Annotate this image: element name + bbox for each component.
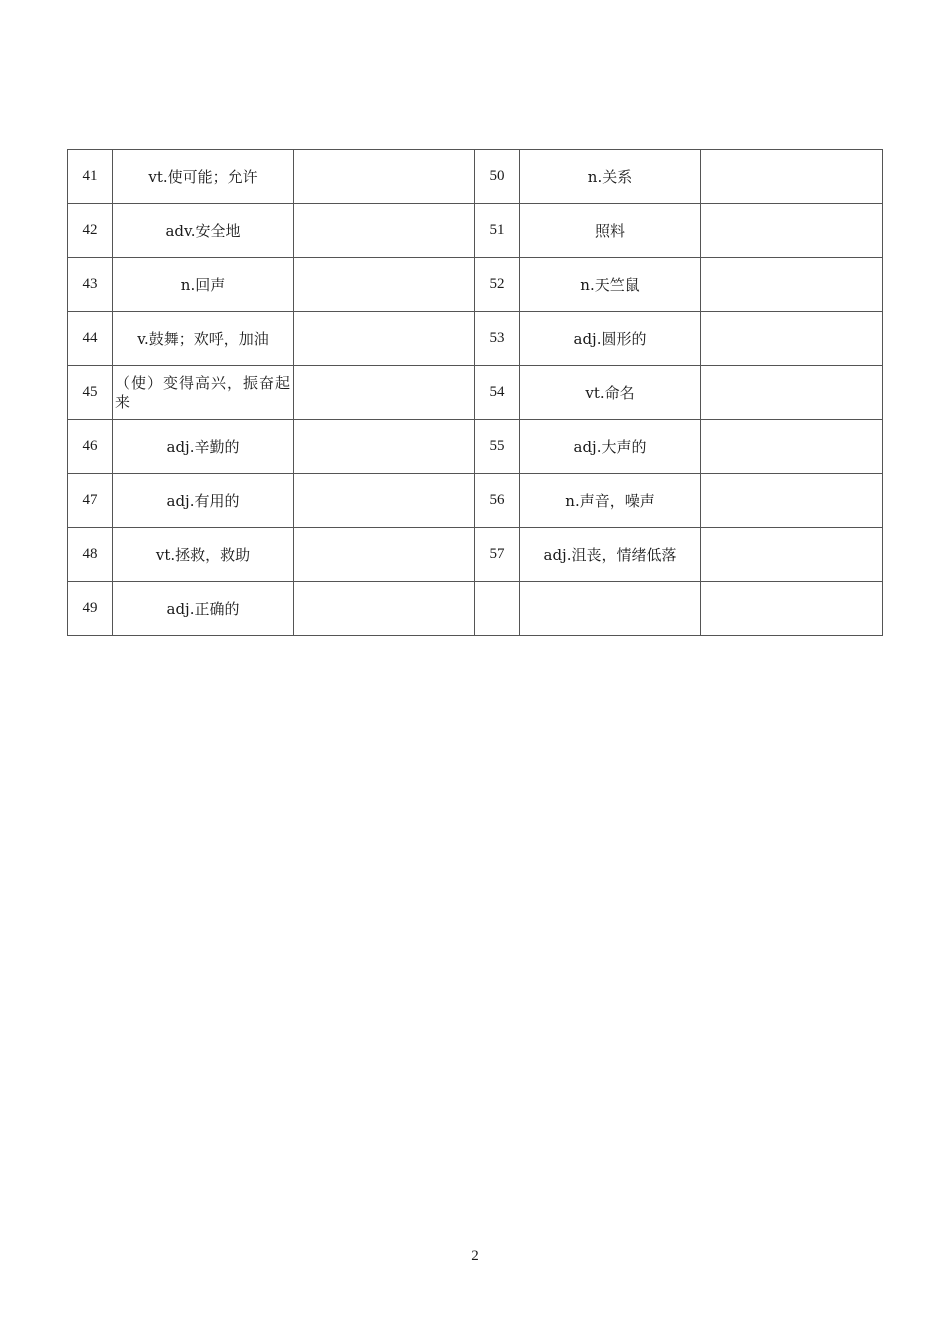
answer-cell[interactable]: [701, 366, 883, 420]
answer-cell[interactable]: [294, 258, 475, 312]
item-number: [475, 582, 520, 636]
page-number: 2: [471, 1248, 479, 1264]
chinese-meaning: n.回声: [113, 258, 294, 312]
item-number: 51: [475, 204, 520, 258]
item-number: 50: [475, 150, 520, 204]
chinese-meaning: n.声音，噪声: [520, 474, 701, 528]
answer-cell[interactable]: [294, 528, 475, 582]
chinese-meaning: n.天竺鼠: [520, 258, 701, 312]
item-number: 42: [68, 204, 113, 258]
item-number: 56: [475, 474, 520, 528]
item-number: 43: [68, 258, 113, 312]
answer-cell[interactable]: [294, 312, 475, 366]
answer-cell[interactable]: [294, 582, 475, 636]
chinese-meaning: vt.命名: [520, 366, 701, 420]
answer-cell[interactable]: [701, 258, 883, 312]
item-number: 45: [68, 366, 113, 420]
item-number: 53: [475, 312, 520, 366]
answer-cell[interactable]: [294, 474, 475, 528]
chinese-meaning: [520, 582, 701, 636]
chinese-meaning: （使）变得高兴，振奋起来: [113, 366, 294, 420]
item-number: 54: [475, 366, 520, 420]
chinese-meaning: adj.正确的: [113, 582, 294, 636]
answer-cell[interactable]: [701, 420, 883, 474]
chinese-meaning: vt.拯救，救助: [113, 528, 294, 582]
chinese-meaning: v.鼓舞；欢呼，加油: [113, 312, 294, 366]
chinese-meaning: adj.沮丧，情绪低落: [520, 528, 701, 582]
table-row: [68, 204, 883, 258]
item-number: 46: [68, 420, 113, 474]
chinese-meaning: n.关系: [520, 150, 701, 204]
chinese-meaning: 照料: [520, 204, 701, 258]
chinese-meaning: adj.大声的: [520, 420, 701, 474]
table-row: [68, 474, 883, 528]
answer-cell[interactable]: [701, 150, 883, 204]
chinese-meaning: adj.圆形的: [520, 312, 701, 366]
chinese-meaning: adj.有用的: [113, 474, 294, 528]
answer-cell[interactable]: [701, 474, 883, 528]
answer-cell[interactable]: [701, 528, 883, 582]
table-row: [68, 366, 883, 420]
answer-cell[interactable]: [701, 204, 883, 258]
chinese-meaning: vt.使可能；允许: [113, 150, 294, 204]
item-number: 44: [68, 312, 113, 366]
item-number: 41: [68, 150, 113, 204]
item-number: 52: [475, 258, 520, 312]
table-row: [68, 528, 883, 582]
answer-cell[interactable]: [294, 204, 475, 258]
table-row: [68, 312, 883, 366]
table-row: [68, 258, 883, 312]
table-row: [68, 582, 883, 636]
answer-cell[interactable]: [294, 150, 475, 204]
item-number: 47: [68, 474, 113, 528]
item-number: 57: [475, 528, 520, 582]
answer-cell[interactable]: [294, 366, 475, 420]
answer-cell[interactable]: [294, 420, 475, 474]
table-row: [68, 150, 883, 204]
item-number: 55: [475, 420, 520, 474]
table-row: [68, 420, 883, 474]
item-number: 48: [68, 528, 113, 582]
chinese-meaning: adv.安全地: [113, 204, 294, 258]
answer-cell[interactable]: [701, 312, 883, 366]
vocabulary-table: [67, 149, 883, 636]
answer-cell[interactable]: [701, 582, 883, 636]
chinese-meaning: adj.辛勤的: [113, 420, 294, 474]
item-number: 49: [68, 582, 113, 636]
